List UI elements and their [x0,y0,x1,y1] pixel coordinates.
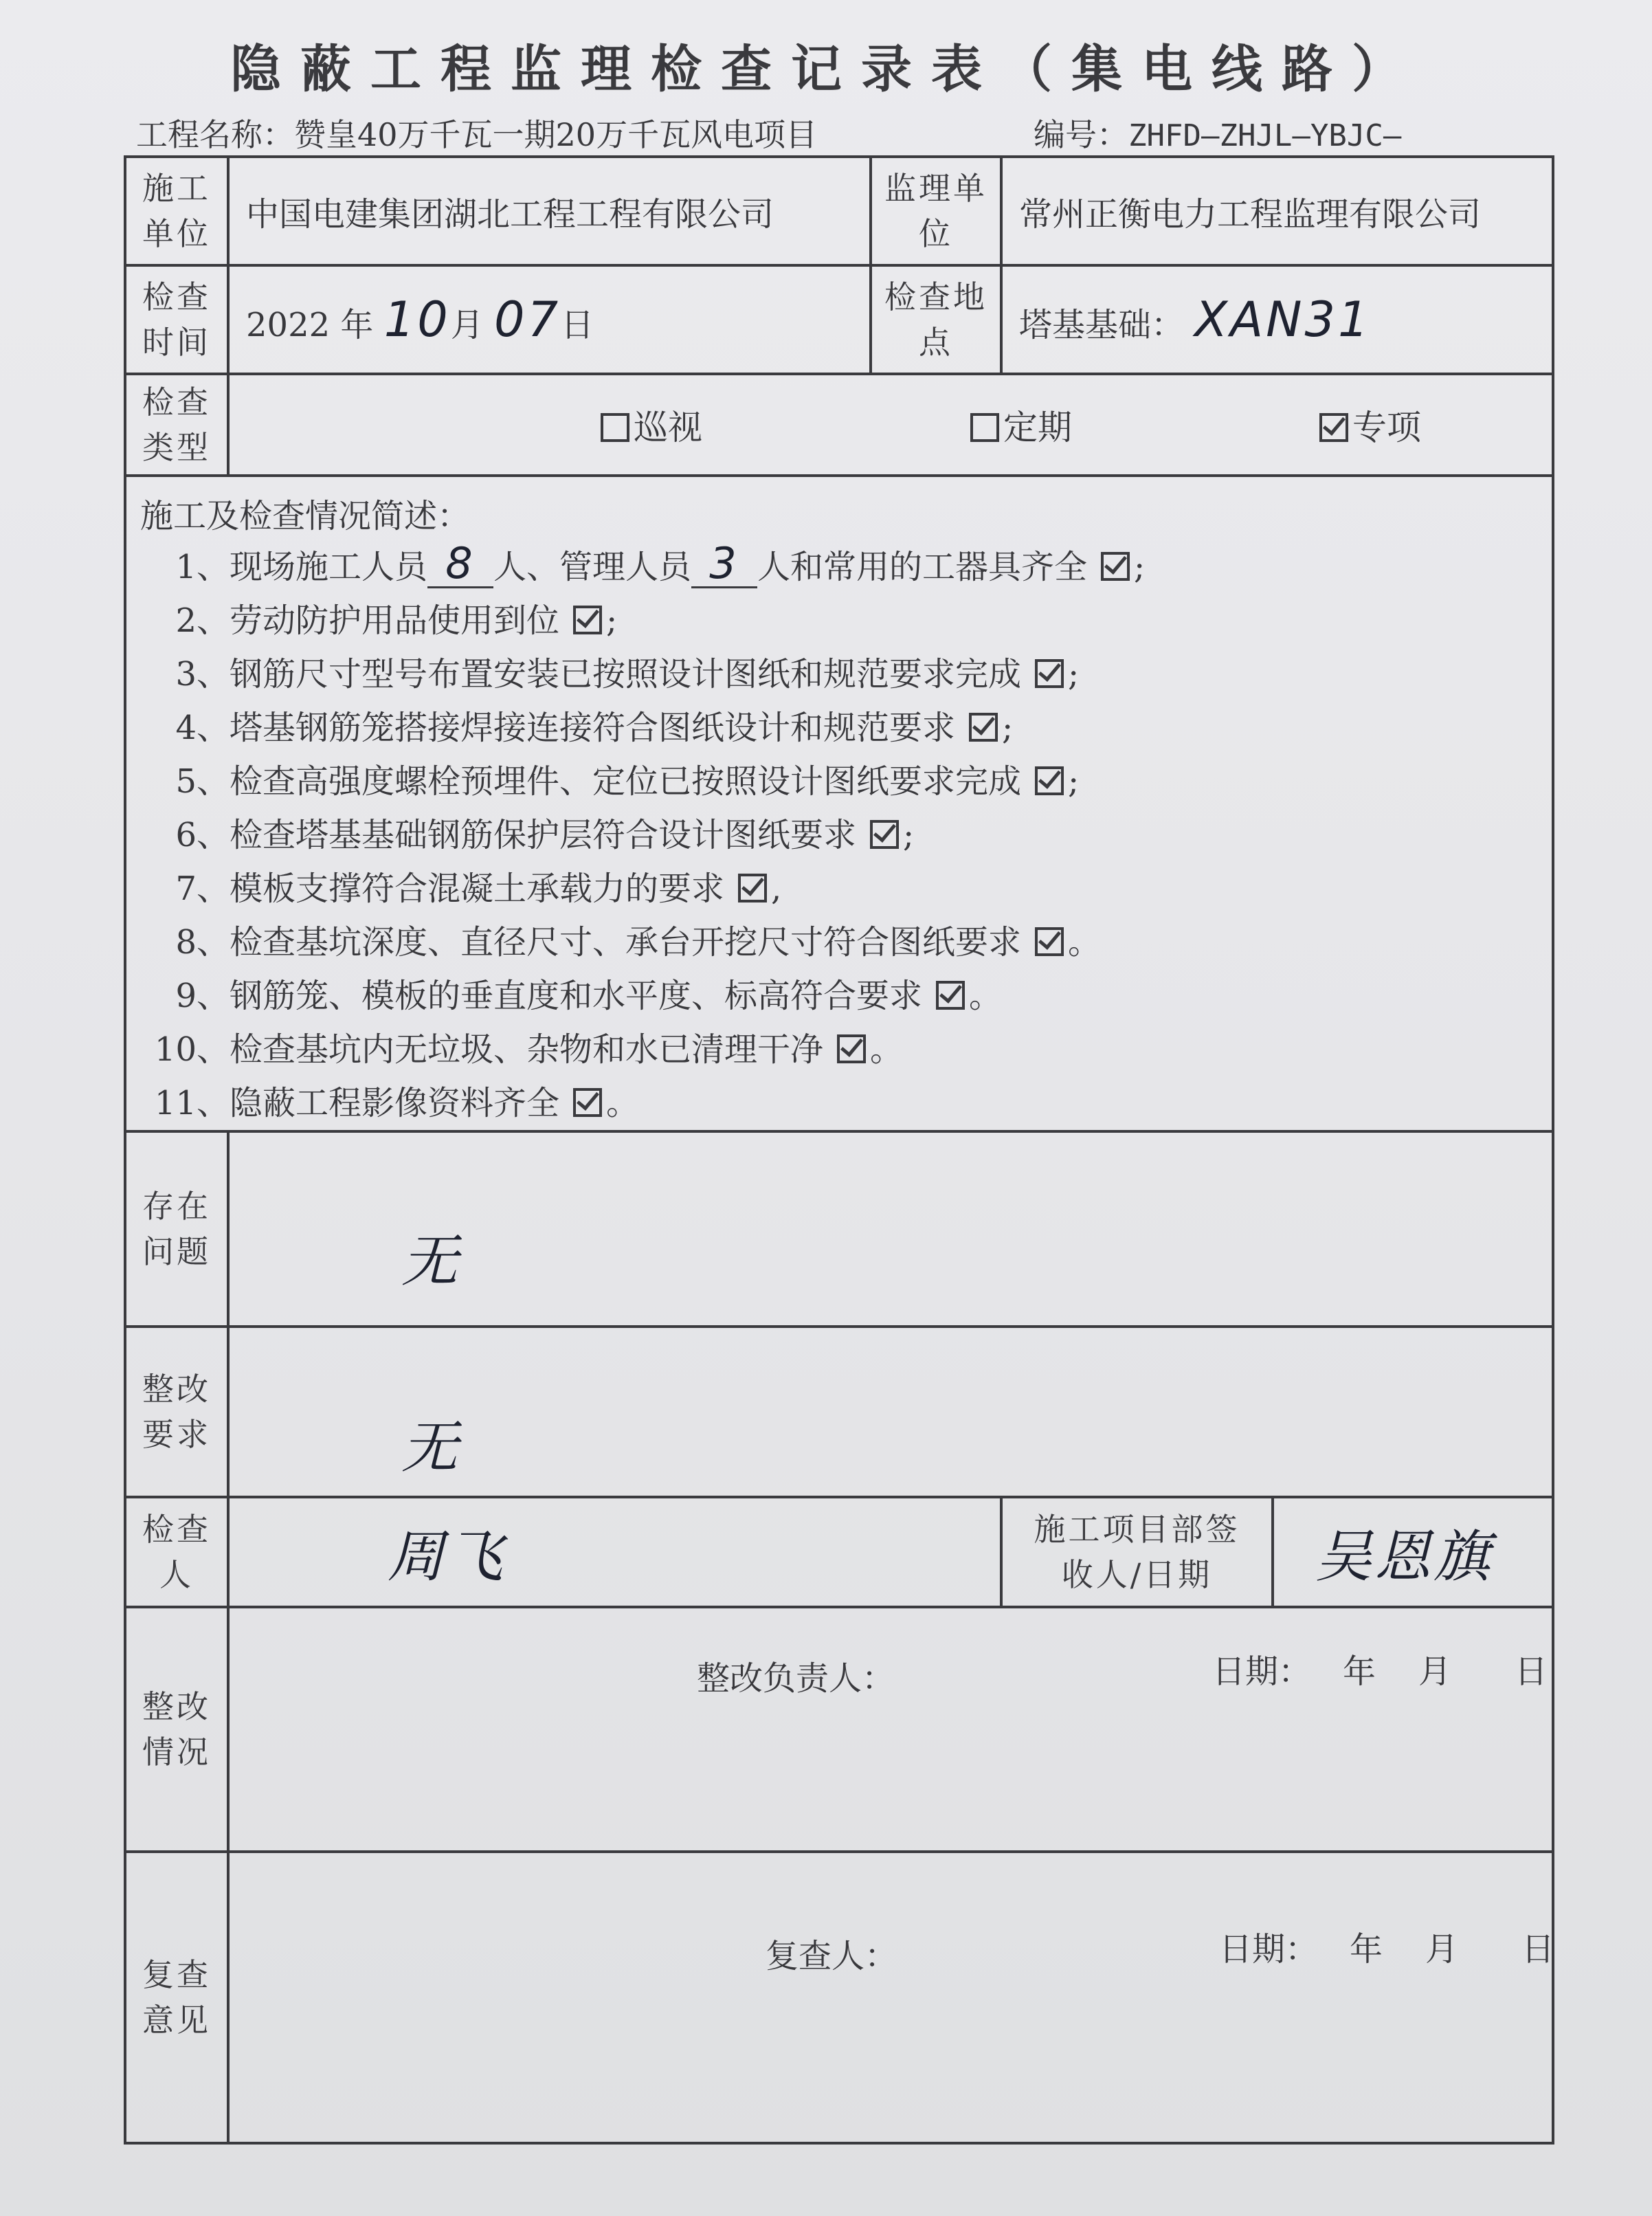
workers-count-blank [427,538,493,588]
option-special[interactable] [1319,400,1421,450]
inspection-place-handwritten: XAN31 [1194,291,1372,348]
project-name [136,110,817,155]
rectification-responsible-label: 整改负责人： [697,1659,895,1698]
inspection-day-unit: 日 [561,306,594,344]
option-patrol[interactable] [601,400,702,450]
rectification-day: 日 [1515,1652,1548,1691]
form-title: 隐蔽工程监理检查记录表（集电线路） [230,40,1422,99]
review-cell [228,1852,1553,2143]
inspection-place-value [1001,265,1553,374]
description-item-4: 4、塔基钢筋笼搭接焊接连接符合图纸设计和规范要求 ; [175,709,1014,747]
rectification-status-cell [228,1607,1553,1852]
inspection-year: 2022 年 [246,306,374,344]
reviewer-label: 复查人： [766,1937,898,1975]
managers-count-blank [691,538,757,588]
rectification-requirement-handwritten: 无 [401,1415,460,1481]
row-inspector [125,1497,1553,1607]
row-review [125,1852,1553,2143]
row-description [125,476,1553,1131]
checkbox-checked-icon [1101,552,1130,581]
issues-value-cell [228,1131,1553,1327]
supervision-unit-value: 常州正衡电力工程监理有限公司 [1001,157,1553,265]
construction-unit-label: 施工单位 [125,157,228,265]
description-item-10: 10、检查基坑内无垃圾、杂物和水已清理干净 。 [154,1030,904,1069]
checkbox-checked-icon [1035,659,1064,688]
inspection-type-label: 检查类型 [125,374,228,476]
checkbox-checked-icon [1319,413,1348,442]
description-item-5: 5、检查高强度螺栓预埋件、定位已按照设计图纸要求完成 ; [175,762,1080,801]
rectification-month: 月 [1418,1652,1452,1691]
serial-number-label: 编号： [1034,116,1128,153]
project-dept-signature: 吴恩旗 [1315,1524,1493,1590]
inspection-time-value [228,265,871,374]
inspector-signature: 周飞 [388,1524,506,1590]
row-units [125,157,1553,265]
checkbox-checked-icon [1035,927,1064,956]
inspection-time-label: 检查时间 [125,265,228,374]
rectification-year: 年 [1343,1652,1376,1691]
row-issues [125,1131,1553,1327]
checkbox-checked-icon [837,1034,866,1063]
checkbox-empty-icon [601,413,629,442]
description-title: 施工及检查情况简述： [140,497,471,535]
rectification-date-label: 日期： [1212,1652,1312,1691]
inspection-month: 10 [383,291,451,348]
row-time-place [125,265,1553,374]
review-year: 年 [1350,1930,1383,1969]
row-rectification-requirement [125,1327,1553,1497]
workers-count: 8 [445,538,476,588]
project-name-label: 工程名称： [136,116,294,153]
supervision-unit-label: 监理单位 [871,157,1001,265]
description-item-11: 11、隐蔽工程影像资料齐全 。 [154,1084,640,1122]
review-date-label: 日期： [1219,1930,1319,1969]
inspector-label: 检查人 [125,1497,228,1607]
row-rectification-status [125,1607,1553,1852]
description-item-3: 3、钢筋尺寸型号布置安装已按照设计图纸和规范要求完成 ; [175,655,1080,694]
inspector-value-cell [228,1497,1001,1607]
checkbox-checked-icon [573,606,602,634]
review-day: 日 [1521,1930,1555,1969]
inspection-month-unit: 月 [450,306,484,344]
checkbox-empty-icon [970,413,999,442]
description-item-1: 1、现场施工人员 8 人、管理人员 3 人和常用的工器具齐全 ; [175,538,1146,588]
checkbox-checked-icon [969,713,998,742]
description-cell [125,476,1553,1131]
construction-unit-value: 中国电建集团湖北工程工程有限公司 [228,157,871,265]
review-label: 复查意见 [125,1852,228,2143]
inspection-place-label: 检查地点 [871,265,1001,374]
issues-handwritten: 无 [401,1228,460,1294]
rectification-status-label: 整改情况 [125,1607,228,1852]
rectification-requirement-label: 整改要求 [125,1327,228,1497]
description-item-2: 2、劳动防护用品使用到位 ; [175,601,618,640]
project-name-value: 赞皇40万千瓦一期20万千瓦风电项目 [294,116,818,153]
managers-count: 3 [709,538,739,588]
description-item-6: 6、检查塔基基础钢筋保护层符合设计图纸要求 ; [175,816,915,854]
inspection-form-table [124,155,1554,2145]
review-month: 月 [1425,1930,1459,1969]
serial-number-value: ZHFD—ZHJL—YBJC— [1128,118,1402,153]
project-dept-sign-value-cell [1273,1497,1553,1607]
checkbox-checked-icon [936,981,965,1010]
description-item-8: 8、检查基坑深度、直径尺寸、承台开挖尺寸符合图纸要求 。 [175,923,1102,962]
option-patrol-label: 巡视 [634,408,702,447]
serial-number [1034,110,1401,155]
checkbox-checked-icon [738,874,767,902]
inspection-place-prefix: 塔基基础： [1019,306,1185,344]
project-dept-sign-label: 施工项目部签收人/日期 [1001,1497,1273,1607]
inspection-day: 07 [494,291,561,348]
checkbox-checked-icon [573,1088,602,1117]
option-special-label: 专项 [1352,408,1421,447]
row-inspection-type [125,374,1553,476]
checkbox-checked-icon [870,820,899,849]
issues-label: 存在问题 [125,1131,228,1327]
description-item-7: 7、模板支撑符合混凝土承载力的要求 , [175,869,782,908]
inspection-type-options [228,374,1553,476]
description-item-9: 9、钢筋笼、模板的垂直度和水平度、标高符合要求 。 [175,977,1003,1015]
option-periodic[interactable] [970,400,1072,450]
rectification-requirement-value-cell [228,1327,1553,1497]
checkbox-checked-icon [1035,766,1064,795]
option-periodic-label: 定期 [1003,408,1072,447]
